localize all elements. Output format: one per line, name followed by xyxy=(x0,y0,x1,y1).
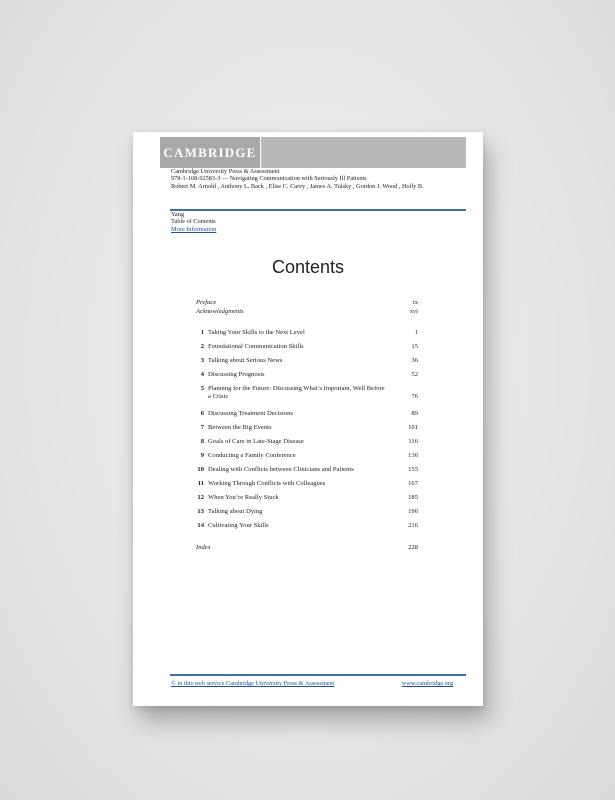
toc-chapter-number: 8 xyxy=(200,438,204,445)
toc-chapter-number: 10 xyxy=(197,466,204,473)
brand-name: CAMBRIDGE xyxy=(163,144,257,160)
toc-chapter-number: 7 xyxy=(200,424,204,431)
copyright-link[interactable]: © in this web service Cambridge University Press & Assessment xyxy=(171,680,335,687)
author-continuation: Yang xyxy=(171,211,185,218)
toc-page-number: 155 xyxy=(408,466,418,473)
toc-chapter-number: 13 xyxy=(197,508,204,515)
document-page xyxy=(133,132,483,706)
footer-rule xyxy=(170,674,466,676)
toc-chapter-number: 2 xyxy=(200,343,204,350)
section-label: Table of Contents xyxy=(171,218,216,226)
toc-entry-title: When You’re Really Stuck xyxy=(208,494,279,501)
toc-chapter-number: 9 xyxy=(200,452,204,459)
toc-chapter-number: 12 xyxy=(197,494,204,501)
toc-entry-title: Working Through Conflicts with Colleagues xyxy=(208,480,326,487)
publisher-line: Cambridge University Press & Assessment xyxy=(171,168,280,175)
cambridge-logo xyxy=(160,137,261,168)
toc-entry-title: Goals of Care in Late-Stage Disease xyxy=(208,438,304,445)
toc-page-number: xvi xyxy=(409,308,418,315)
more-information-link[interactable]: More Information xyxy=(171,225,217,233)
subheader xyxy=(171,211,216,233)
toc-page-number: 116 xyxy=(408,438,418,445)
toc-entry-title: Discussing Treatment Decisions xyxy=(208,410,293,417)
authors-line: Robert M. Arnold , Anthony L. Back , Elise C. Carey , James A. Tulsky , Gordon J. Wood , Holly B. xyxy=(171,182,424,190)
toc-page-number: 52 xyxy=(411,371,418,378)
toc-entry-title: Conducting a Family Conference xyxy=(208,452,296,459)
toc-entry-title: Dealing with Conflicts between Clinicians and Patients xyxy=(208,466,354,473)
toc-entry-title: Preface xyxy=(196,299,217,306)
toc-page-number: 216 xyxy=(408,522,418,529)
book-metadata xyxy=(171,168,471,190)
toc-page-number: 228 xyxy=(408,544,418,551)
toc-chapter-number: 14 xyxy=(197,522,204,529)
toc-entry-title: Discussing Prognosis xyxy=(208,371,265,378)
toc-page-number: 136 xyxy=(408,452,418,459)
header-bar xyxy=(160,137,466,168)
toc-page-number: 15 xyxy=(411,343,418,350)
toc-page-number: 167 xyxy=(408,480,418,487)
isbn-title-line: 978-1-108-92583-3 — Navigating Communication with Seriously Ill Patients xyxy=(171,175,367,183)
toc-chapter-number: 4 xyxy=(200,371,204,378)
toc-entry-title: Talking about Serious News xyxy=(208,357,283,364)
toc-page-number: ix xyxy=(412,299,418,306)
page-title: Contents xyxy=(271,257,345,277)
toc-entry-title: Cultivating Your Skills xyxy=(208,522,269,529)
toc-chapter-number: 5 xyxy=(200,385,204,392)
toc-entry-title: Between the Big Events xyxy=(208,424,272,431)
toc-chapter-number: 11 xyxy=(197,480,204,487)
toc-page-number: 196 xyxy=(408,508,418,515)
toc-entry-title: Taking Your Skills to the Next Level xyxy=(208,329,305,336)
toc-page-number: 36 xyxy=(411,357,418,364)
toc-entry-title: Index xyxy=(196,544,211,551)
toc-entry-title: Foundational Communication Skills xyxy=(208,343,304,350)
toc-entry-title: Planning for the Future: Discussing What’s Important, Well Before a Crisis xyxy=(208,385,385,401)
toc-chapter-number: 3 xyxy=(200,357,204,364)
toc-chapter-number: 1 xyxy=(200,329,204,336)
toc-page-number: 76 xyxy=(411,393,418,401)
website-link[interactable]: www.cambridge.org xyxy=(401,680,453,687)
toc-page-number: 89 xyxy=(411,410,418,417)
toc-entry-title: Acknowledgments xyxy=(196,308,244,315)
toc-chapter-number: 6 xyxy=(200,410,204,417)
toc-page-number: 185 xyxy=(408,494,418,501)
toc-page-number: 1 xyxy=(414,329,418,336)
toc-page-number: 101 xyxy=(408,424,418,431)
toc-entry-title: Talking about Dying xyxy=(208,508,263,515)
